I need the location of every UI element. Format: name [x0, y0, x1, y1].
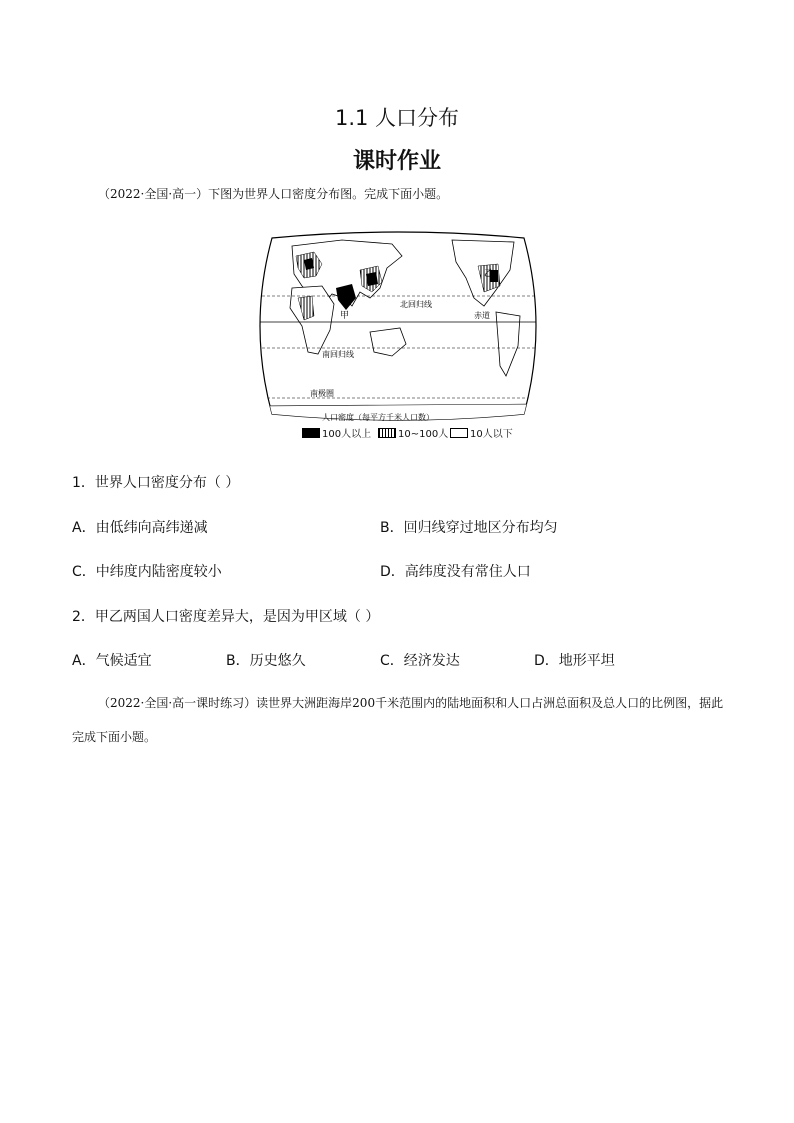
legend-swatch-hatch	[378, 428, 396, 438]
legend-swatch-white	[450, 428, 468, 438]
question-2-stem: 2．甲乙两国人口密度差异大，是因为甲区域（ ）	[72, 609, 380, 625]
question-intro-1: （2022·全国·高一）下图为世界人口密度分布图。完成下面小题。	[98, 187, 449, 201]
page-subtitle: 课时作业	[352, 149, 441, 174]
q1-option-a[interactable]: A．由低纬向高纬递减	[72, 520, 208, 536]
legend-item-mid	[378, 425, 448, 440]
q2-option-a[interactable]: A．气候适宜	[72, 653, 152, 669]
q1-option-d[interactable]: D．高纬度没有常住人口	[380, 564, 531, 580]
legend-title: 人口密度（每平方千米人口数）	[322, 413, 434, 422]
label-north-tropic: 北回归线	[400, 300, 432, 309]
legend-label-mid: 10~100人	[398, 429, 449, 440]
legend-label-low: 10人以下	[470, 429, 513, 440]
label-jia: 甲	[340, 311, 350, 321]
question-intro-2: （2022·全国·高一课时练习）读世界大洲距海岸200千米范围内的陆地面积和人口占洲总面积及总人口的比例图，据此完成下面小题。	[72, 696, 724, 744]
q2-option-b[interactable]: B．历史悠久	[226, 653, 306, 669]
world-population-density-map	[252, 226, 544, 442]
q2-option-c[interactable]: C．经济发达	[380, 653, 460, 669]
q2-option-d[interactable]: D．地形平坦	[534, 653, 615, 669]
label-equator: 赤道	[474, 311, 490, 320]
q1-option-c[interactable]: C．中纬度内陆密度较小	[72, 564, 222, 580]
q1-option-b[interactable]: B．回归线穿过地区分布均匀	[380, 520, 558, 536]
china-dense	[366, 272, 378, 286]
label-yi: 乙	[484, 269, 494, 279]
page-title: 1.1 人口分布	[334, 106, 460, 130]
legend-swatch-black	[302, 428, 320, 438]
label-south-polar: 南极圈	[310, 389, 334, 398]
legend-item-low	[450, 425, 513, 440]
legend-item-high	[302, 425, 371, 440]
legend-label-high: 100人以上	[322, 429, 372, 440]
label-south-tropic: 南回归线	[322, 350, 354, 359]
question-1-stem: 1．世界人口密度分布（ ）	[72, 475, 240, 491]
